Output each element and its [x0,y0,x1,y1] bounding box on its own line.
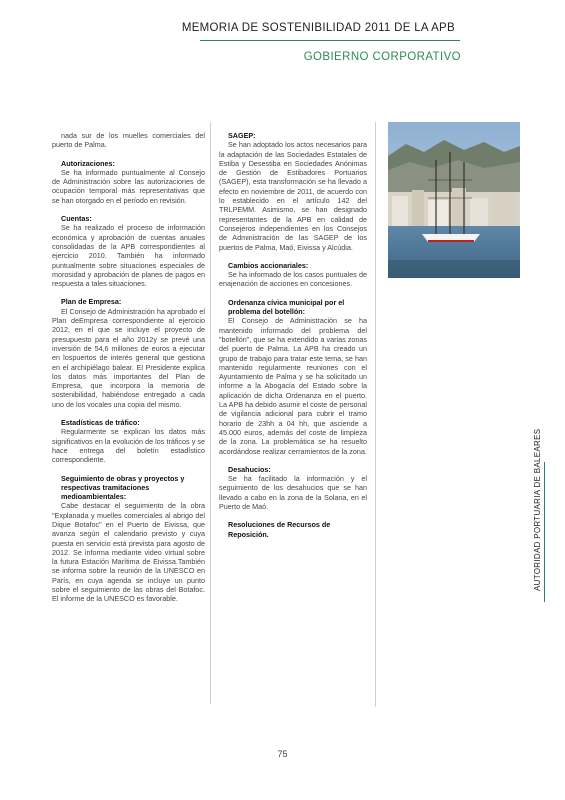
page-number: 75 [277,749,288,759]
column-divider-left [210,122,211,704]
subheading: Cambios accionariales: [228,260,309,270]
subheading: Desahucios: [228,464,271,474]
paragraph: El Consejo de Administración ha aprobado el Plan deEmpresa correspondiente al ejercicio 2012, en el que se incluye el proyecto de presupuesto para el año 2012y se prevé una inversión de 54,6 millones de euros a ejecutar en lospuertos de interés general que gestiona en el archipiélago balear. El Presidente explica los datos más importantes del Plan de Empresa, que incorpora la memoria de sostenibilidad, habiéndose entregado a cada uno de los vocales una copia del mismo. [52,306,205,409]
column-divider-right [375,122,376,707]
subheading: Resoluciones de Recursos de Reposición. [228,520,331,539]
subheading: Cuentas: [61,214,92,224]
subheading: Ordenanza cívica municipal por el problema del botellón: [228,297,345,317]
paragraph: Cabe destacar el seguimiento de la obra "Explanada y muelles comerciales al abrigo del Dique Botafoc" en el Puerto de Eivissa, que avanza según el calendario previsto y cuya puesta en servicio está prevista para agosto de 2012. Se informa mediante video virtual sobre la futura Estación Marítima de Eivissa.También se informa sobre la reunión de la UNESCO en París, en cuya agenda se incluye un punto sobre el seguimiento de las obras del Botafoc. El informe de la UNESCO es favorable. [52,501,205,604]
text-column-1 [52,131,205,604]
paragraph: Se han adoptado los actos necesarios para la adaptación de las Sociedades Estatales de Estiba y Desestiba en Sociedades Anónimas de Gestión de Estibadores Portuarios (SAGEP), esta transformación se ha llevado a efecto en noviembre de 2011, de acuerdo con lo establecido en el artículo 142 del TRLPEMM. Asimismo, se han designado representantes de la APB en calidad de Consejeros independientes en los Consejos de Administración de las SAGEP de los puertos de Palma, Maó, Eivissa y Alcúdia. [219,140,367,252]
paragraph: Se ha informado de los casos puntuales de enajenación de acciones en concesiones. [219,270,367,289]
text-column-2 [219,131,367,539]
subheading: Plan de Empresa: [61,297,122,307]
paragraph: Se ha facilitado la información y el seguimiento de los desahucios que se han llevado a cabo en la zona de la Solana, en el Puerto de Maó. [219,474,367,511]
subheading: Seguimiento de obras y proyectos y respectivas tramitaciones medioambientales: [61,473,185,502]
harbor-photo [388,122,520,278]
harbor-photo-illustration [388,122,520,278]
side-label-wrapper [532,428,550,591]
document-title: MEMORIA DE SOSTENIBILIDAD 2011 DE LA APB [181,22,455,34]
paragraph: Se ha realizado el proceso de información económica y aprobación de cuentas anuales consolidadas de la APB correspondientes al ejercicio 2010. También ha informado puntualmente sobre situaciones especiales de morosidad y aprobación de planes de pagos en respuesta a tales situaciones. [52,223,205,289]
paragraph: nada sur de los muelles comerciales del puerto de Palma. [52,131,205,150]
paragraph: Regularmente se explican los datos más significativos en la evolución de los tráficos y se hace entrega del boletín estadístico correspondiente. [52,427,205,465]
subheading: Autorizaciones: [61,158,115,168]
subheading: SAGEP: [228,131,256,140]
section-title: GOBIERNO CORPORATIVO [303,51,461,63]
paragraph: Se ha informado puntualmente al Consejo de Administración sobre las autorizaciones de ocupación temporal más representativas que se han otorgado en el período en revisión. [52,167,205,205]
paragraph: El Consejo de Administración se ha mantenido informado del problema del "botellón", que se ha extendido a varias zonas del puerto de Palma. La APB ha creado un grupo de trabajo para tratar este tema, se han mantenido regularmente reuniones con el Ayuntamiento de Palma y se ha solicitado un informe a la Abogacía del Estado sobre la aplicación de dicha Ordenanza en el puerto. La APB ha debido asumir el coste de personal de vigilancia adicional para cubrir el tramo horario de 23hh a 04 hh, que asciende a 45.000 euros, además del coste de limpieza de la zona. La problemática se ha resuelto acordándose realizar cerramientos de la zona. [219,316,367,456]
subheading: Estadísticas de tráfico: [61,418,140,428]
header-divider [200,40,460,41]
side-label: AUTORIDAD PORTUARIA DE BALEARES [533,428,542,591]
